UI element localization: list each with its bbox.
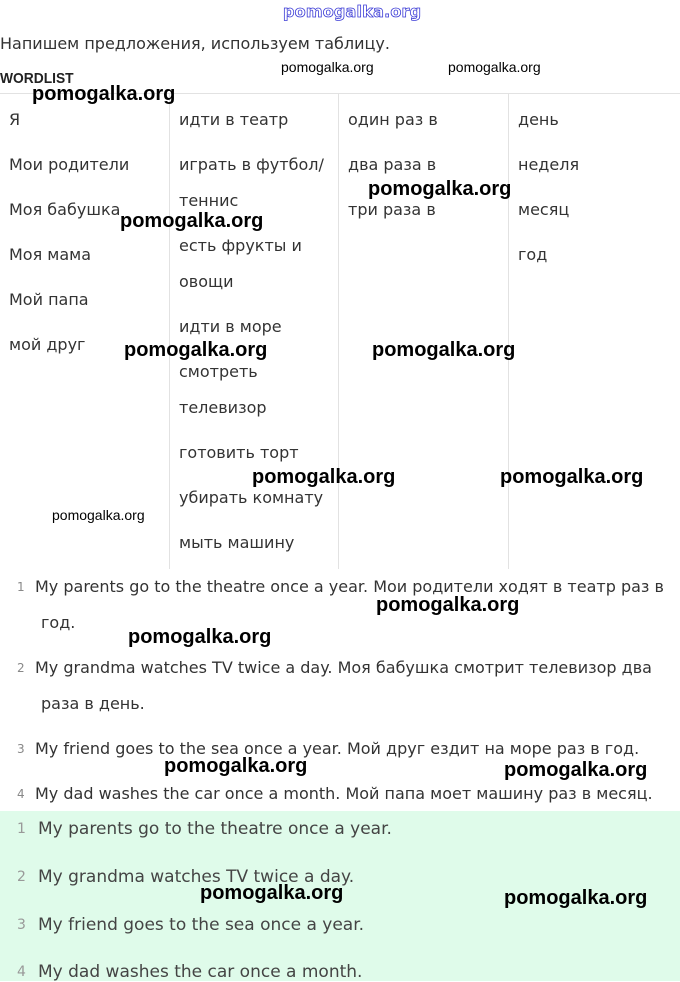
answer-text: My dad washes the car once a month. <box>38 962 363 982</box>
wordlist-table <box>0 93 680 569</box>
answer-number: 3 <box>17 742 25 756</box>
watermark: pomogalka.org <box>252 466 396 488</box>
answer-number: 4 <box>17 787 25 801</box>
wordlist-cell: два раза в <box>348 155 437 174</box>
wordlist-cell: идти в театр <box>179 110 289 129</box>
answer-text: My friend goes to the sea once a year. Мой друг ездит на море раз в год. <box>35 739 640 758</box>
wordlist-column-subjects <box>0 94 170 569</box>
wordlist-cell: убирать комнату <box>179 488 324 507</box>
answer-number: 1 <box>17 580 25 594</box>
wordlist-column-period <box>509 94 680 569</box>
wordlist-cell: теннис <box>179 191 239 210</box>
instruction-text: Напишем предложения, используем таблицу. <box>0 34 390 53</box>
wordlist-cell: один раз в <box>348 110 438 129</box>
top-watermark: pomogalka.org <box>283 2 422 21</box>
wordlist-cell: есть фрукты и <box>179 236 302 255</box>
answer-number: 4 <box>17 964 26 980</box>
answer-text: My grandma watches TV twice a day. <box>38 867 355 887</box>
answer-text: My parents go to the theatre once a year. <box>38 819 392 839</box>
watermark: pomogalka.org <box>32 83 176 105</box>
watermark: pomogalka.org <box>124 339 268 361</box>
answer-number: 2 <box>17 869 26 885</box>
wordlist-cell: телевизор <box>179 398 267 417</box>
watermark: pomogalka.org <box>372 339 516 361</box>
watermark: pomogalka.org <box>368 178 512 200</box>
watermark: pomogalka.org <box>52 507 145 523</box>
watermark: pomogalka.org <box>120 210 264 232</box>
wordlist-cell: неделя <box>518 155 580 174</box>
wordlist-cell: мой друг <box>9 335 86 354</box>
answer-text: раза в день. <box>41 694 145 713</box>
wordlist-cell: три раза в <box>348 200 436 219</box>
wordlist-cell: мыть машину <box>179 533 295 552</box>
watermark: pomogalka.org <box>500 466 644 488</box>
wordlist-cell: Мой папа <box>9 290 89 309</box>
answer-text: My grandma watches TV twice a day. Моя бабушка смотрит телевизор два <box>35 658 652 677</box>
answer-text: My friend goes to the sea once a year. <box>38 915 365 935</box>
wordlist-cell: идти в море <box>179 317 282 336</box>
wordlist-column-frequency <box>339 94 512 569</box>
wordlist-cell: месяц <box>518 200 570 219</box>
wordlist-title: WORDLIST <box>0 70 74 87</box>
wordlist-column-activities <box>170 94 339 569</box>
wordlist-cell: день <box>518 110 559 129</box>
watermark: pomogalka.org <box>504 759 648 781</box>
watermark: pomogalka.org <box>200 882 344 904</box>
wordlist-cell: Мои родители <box>9 155 130 174</box>
wordlist-cell: Моя бабушка <box>9 200 121 219</box>
wordlist-cell: готовить торт <box>179 443 299 462</box>
answer-number: 3 <box>17 917 26 933</box>
answer-text: год. <box>41 613 76 632</box>
watermark: pomogalka.org <box>376 594 520 616</box>
wordlist-cell: Я <box>9 110 21 129</box>
wordlist-cell: овощи <box>179 272 234 291</box>
answer-number: 2 <box>17 661 25 675</box>
watermark: pomogalka.org <box>281 59 374 75</box>
answer-text: My dad washes the car once a month. Мой папа моет машину раз в месяц. <box>35 784 653 803</box>
answer-text: My parents go to the theatre once a year. Мои родители ходят в театр раз в <box>35 577 664 596</box>
wordlist-cell: год <box>518 245 548 264</box>
watermark: pomogalka.org <box>504 887 648 909</box>
wordlist-cell: Моя мама <box>9 245 92 264</box>
answer-number: 1 <box>17 821 26 837</box>
watermark: pomogalka.org <box>164 755 308 777</box>
wordlist-cell: смотреть <box>179 362 258 381</box>
wordlist-cell: играть в футбол/ <box>179 155 324 174</box>
watermark: pomogalka.org <box>448 59 541 75</box>
watermark: pomogalka.org <box>128 626 272 648</box>
